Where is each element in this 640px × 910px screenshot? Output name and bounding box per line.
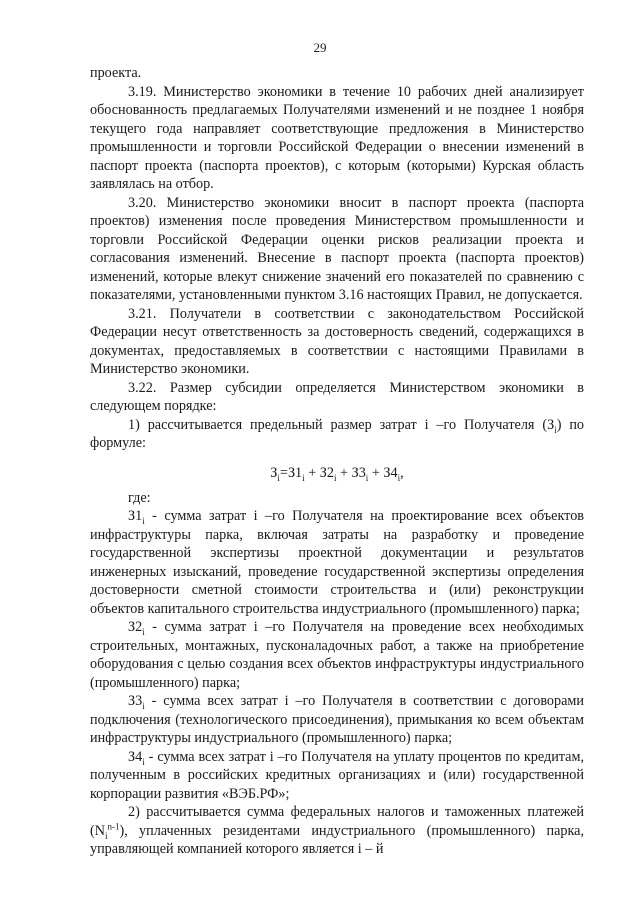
definition-z4-text: - сумма всех затрат i –го Получателя на уплату процентов по кредитам, полученным в российских кредитных организациях и (или) государственной корпорации развития «ВЭБ.РФ»; bbox=[90, 748, 584, 802]
subscript-i: i bbox=[365, 472, 369, 483]
item-1-text-tail: ) по формуле: bbox=[90, 416, 585, 451]
definition-z3-text: - сумма всех затрат i –го Получателя в соответствии с договорами подключения (технологического присоединения), примыкания ко всем объектам инфраструктуры индустриального (промышленного) парка; bbox=[90, 693, 584, 746]
subscript-i: i bbox=[142, 700, 145, 711]
term-z2: З2 bbox=[128, 619, 143, 635]
definition-z1-text: - сумма затрат i –го Получателя на проектирование всех объектов инфраструктуры парка, включая затраты на разработку и проведение государственной экспертизы проектной документации и результатов инженерных изысканий, проведение государственной экспертизы определения достоверности сметной стоимости строительства и (или) реконструкции объектов капитального строительства индустриального (промышленного) парка; bbox=[90, 508, 584, 617]
definition-z3 bbox=[90, 692, 584, 748]
subscript-i: i bbox=[333, 472, 337, 483]
formula-z: З bbox=[270, 464, 278, 481]
subscript-i: i bbox=[554, 424, 557, 435]
term-z3: З3 bbox=[128, 693, 143, 709]
paragraph-3-22: 3.22. Размер субсидии определяется Министерством экономики в следующем порядке: bbox=[90, 379, 584, 414]
term-z4: З4 bbox=[128, 748, 143, 765]
subscript-i: i bbox=[397, 472, 401, 483]
formula bbox=[90, 463, 584, 483]
definition-z4 bbox=[90, 748, 584, 804]
formula-z2: З2 bbox=[319, 464, 334, 481]
subscript-i: i bbox=[142, 515, 145, 526]
subscript-i: i bbox=[142, 756, 145, 767]
formula-plus: + bbox=[368, 464, 384, 481]
subscript-i: i bbox=[302, 472, 305, 483]
paragraph-continuation: проекта. bbox=[90, 65, 142, 81]
formula-end: , bbox=[400, 464, 404, 481]
paragraph-item-2 bbox=[90, 803, 584, 859]
subscript-i: i bbox=[104, 830, 108, 841]
paragraph-item-1 bbox=[90, 416, 584, 453]
subscript-i: i bbox=[277, 472, 280, 483]
page-body bbox=[90, 64, 584, 859]
formula-z4: З4 bbox=[383, 464, 398, 481]
formula-plus: + bbox=[304, 464, 320, 481]
term-z1: З1 bbox=[128, 508, 143, 524]
item-2-text-tail: ), уплаченных резидентами индустриального (промышленного) парка, управляющей компанией которого является i – й bbox=[90, 822, 584, 857]
paragraph-3-20: 3.20. Министерство экономики вносит в паспорт проекта (паспорта проектов) изменения после проведения Министерством промышленности и торговли Российской Федерации оценки рисков реализации проекта и согласования изменений. Внесение в паспорт проекта (паспорта проектов) изменений, которые влекут снижение значений его показателей по сравнению с показателями, установленными пунктом 3.16 настоящих Правил, не допускается. bbox=[90, 194, 584, 303]
definition-z1 bbox=[90, 507, 584, 618]
item-1-text: 1) рассчитывается предельный размер затрат i –го Получателя (З bbox=[128, 416, 555, 433]
paragraph-3-19: 3.19. Министерство экономики в течение 10 рабочих дней анализирует обоснованность предлагаемых Получателями изменений и не позднее 1 ноября текущего года направляет соответствующие предложения в Министерство промышленности и торговли Российской Федерации о внесении изменений в паспорт проекта (паспорта проектов), с которым (которыми) Курская область заявлялась на отбор. bbox=[90, 83, 584, 192]
item-2-text: 2) рассчитывается сумма федеральных налогов и таможенных платежей (N bbox=[90, 804, 584, 839]
superscript-n-1: n-1 bbox=[107, 820, 120, 831]
formula-plus: + bbox=[336, 464, 352, 481]
where-label: где: bbox=[128, 489, 151, 506]
definition-z2-text: - сумма затрат i –го Получателя на проведение всех необходимых строительных, монтажных, пусконаладочных работ, а также на приобретение оборудования с целью создания всех объектов инфраструктуры индустриального (промышленного) парка; bbox=[90, 619, 584, 691]
formula-equals: = bbox=[279, 464, 288, 481]
page-number: 29 bbox=[313, 40, 327, 55]
subscript-i: i bbox=[142, 626, 145, 637]
formula-z1: З1 bbox=[287, 464, 303, 481]
paragraph-3-21: 3.21. Получатели в соответствии с законодательством Российской Федерации несут ответственность за достоверность сведений, содержащихся в документах, предоставляемых в соответствии с настоящими Правилами в Министерство экономики. bbox=[90, 305, 584, 377]
formula-z3: З3 bbox=[351, 464, 366, 481]
definition-z2 bbox=[90, 618, 584, 692]
